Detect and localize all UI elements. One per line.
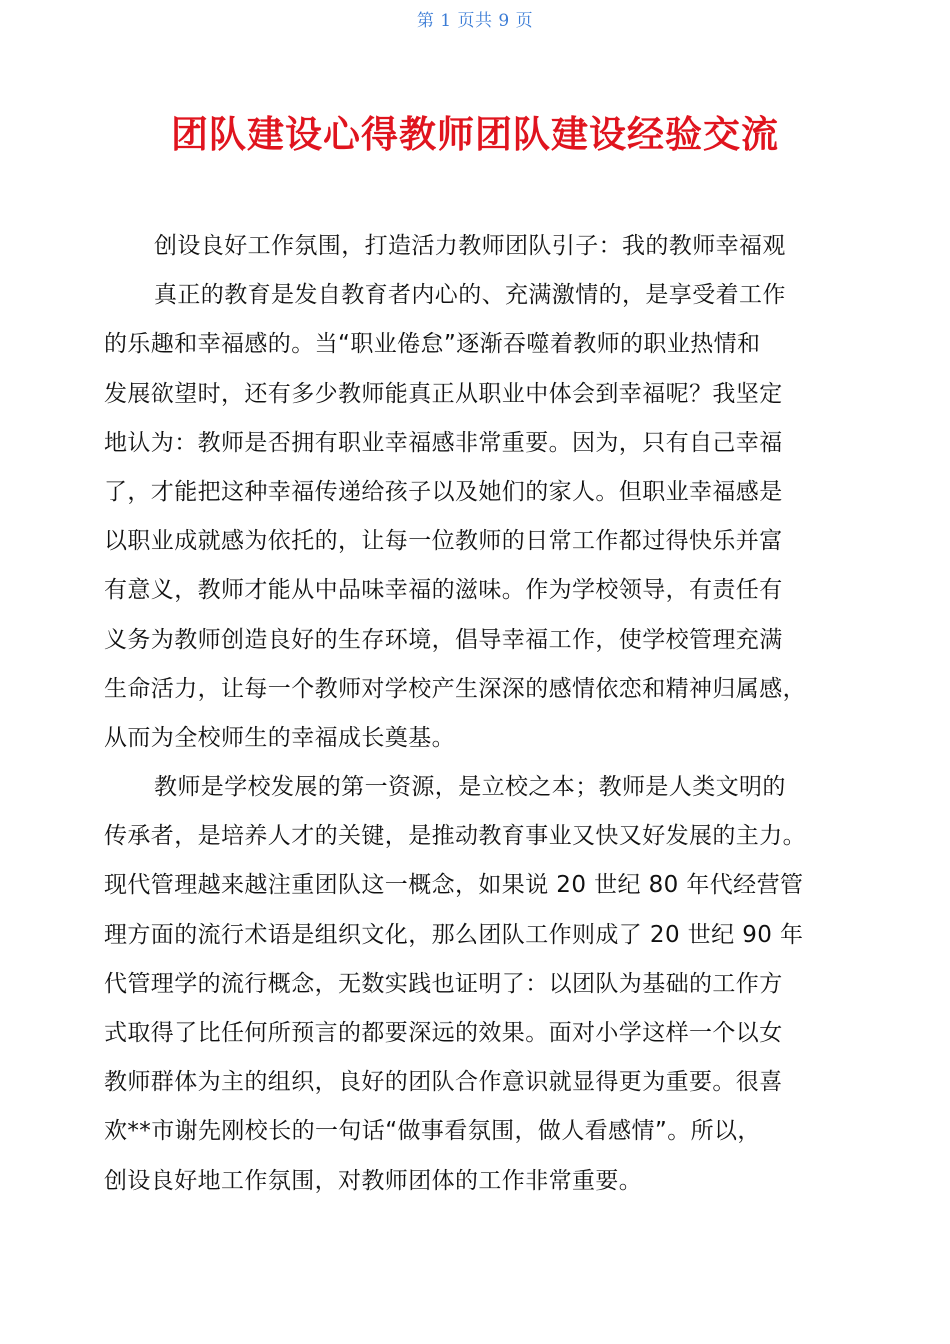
body-text-line: 教师群体为主的组织，良好的团队合作意识就显得更为重要。很喜: [104, 1069, 783, 1096]
document-title: 团队建设心得教师团队建设经验交流: [171, 113, 779, 156]
body-text-line: 创设良好地工作氛围，对教师团体的工作非常重要。: [104, 1167, 643, 1194]
body-text-line: 代管理学的流行概念，无数实践也证明了：以团队为基础的工作方: [104, 970, 783, 997]
body-text-line: 的乐趣和幸福感的。当“职业倦怠”逐渐吞噬着教师的职业热情和: [104, 331, 761, 358]
body-text-line: 从而为全校师生的幸福成长奠基。: [104, 724, 455, 751]
body-text-line: 有意义，教师才能从中品味幸福的滋味。作为学校领导，有责任有: [104, 577, 783, 604]
page-indicator: 第 1 页共 9 页: [416, 11, 534, 31]
body-text-line: 欢**市谢先刚校长的一句话“做事看氛围，做人看感情”。所以，: [104, 1118, 761, 1145]
body-text-line: 发展欲望时，还有多少教师能真正从职业中体会到幸福呢？我坚定: [104, 380, 783, 407]
body-text-line: 教师是学校发展的第一资源，是立校之本；教师是人类文明的: [154, 774, 786, 801]
body-text-line: 式取得了比任何所预言的都要深远的效果。面对小学这样一个以女: [104, 1020, 783, 1046]
body-text-line: 了，才能把这种幸福传递给孩子以及她们的家人。但职业幸福感是: [104, 478, 783, 505]
body-text-line: 义务为教师创造良好的生存环境，倡导幸福工作，使学校管理充满: [104, 626, 783, 653]
body-text-line: 理方面的流行术语是组织文化，那么团队工作则成了 20 世纪 90 年: [104, 921, 804, 948]
body-text-line: 地认为：教师是否拥有职业幸福感非常重要。因为，只有自己幸福: [104, 429, 783, 456]
document-body: [104, 222, 844, 1206]
body-text-line: 生命活力，让每一个教师对学校产生深深的感情依恋和精神归属感，: [104, 675, 806, 702]
body-text-line: 现代管理越来越注重团队这一概念，如果说 20 世纪 80 年代经营管: [104, 872, 804, 899]
body-text-line: 真正的教育是发自教育者内心的、充满激情的，是享受着工作: [154, 282, 786, 309]
body-text-line: 传承者，是培养人才的关键，是推动教育事业又快又好发展的主力。: [104, 823, 806, 850]
body-text-line: 创设良好工作氛围，打造活力教师团队引子：我的教师幸福观: [154, 233, 786, 259]
body-text-line: 以职业成就感为依托的，让每一位教师的日常工作都过得快乐并富: [104, 528, 783, 555]
